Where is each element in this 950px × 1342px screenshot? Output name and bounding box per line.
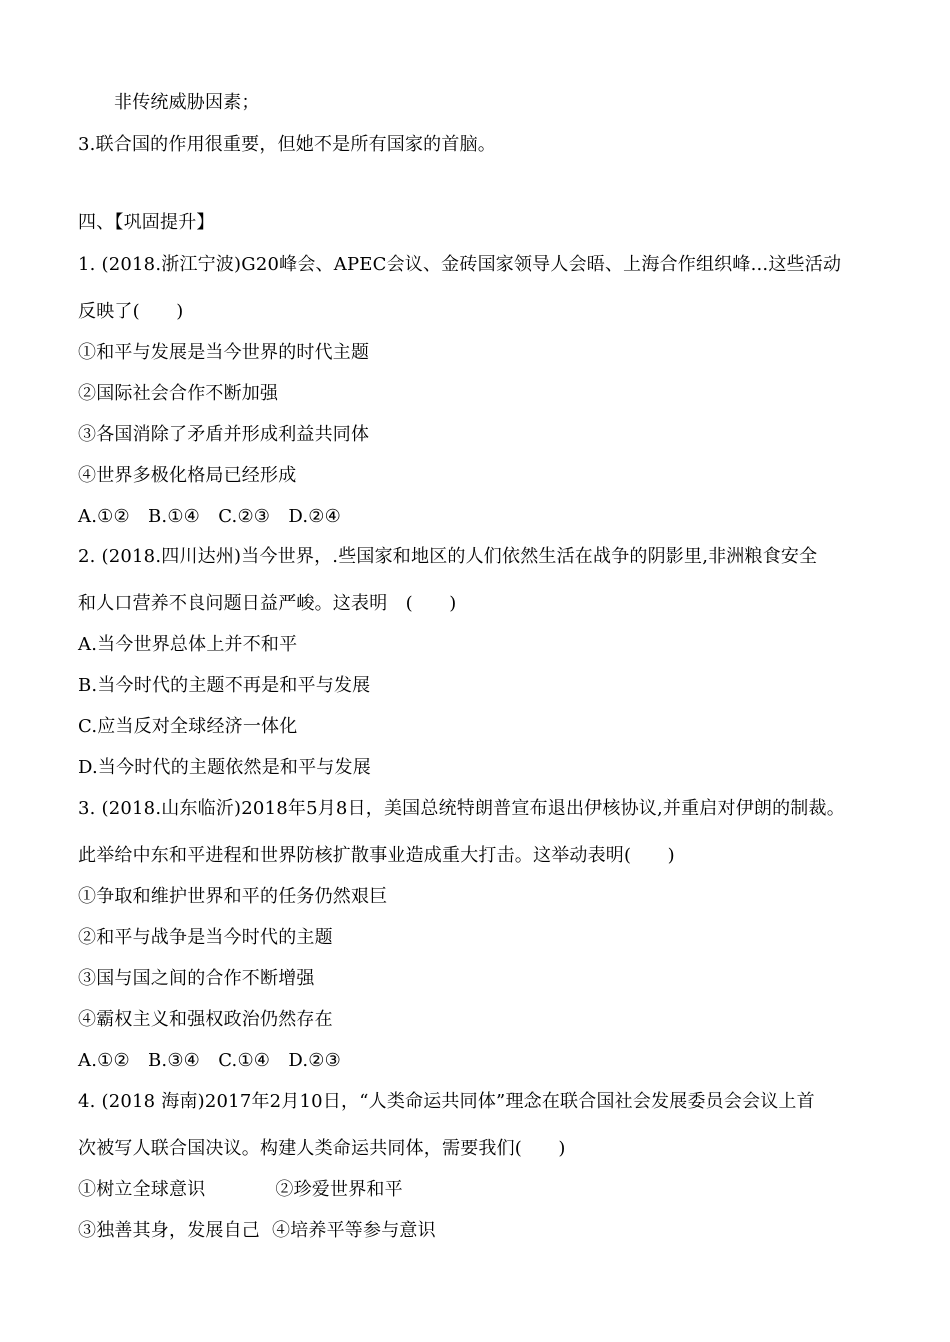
q1-stem-line-1: 1. (2018.浙江宁波)G20峰会、APEC会议、金砖国家领导人会晤、上海合作组织峰...这些活动 xyxy=(78,254,842,275)
q4-option-3: ③独善其身，发展自己 xyxy=(78,1220,260,1241)
q2-option-a: A.当今世界总体上并不和平 xyxy=(78,634,298,655)
q1-option-2: ②国际社会合作不断加强 xyxy=(78,383,279,404)
section-heading: 四、【巩固提升】 xyxy=(78,212,215,233)
q2-stem-line-2: 和人口营养不良问题日益严峻。这表明 ( ) xyxy=(78,593,457,614)
q2-option-c: C.应当反对全球经济一体化 xyxy=(78,716,298,737)
q3-stem-line-1: 3. (2018.山东临沂)2018年5月8日，美国总统特朗普宣布退出伊核协议,并重启对伊朗的制裁。 xyxy=(78,798,845,819)
q4-stem-line-2: 次被写人联合国决议。构建人类命运共同体，需要我们( ) xyxy=(78,1138,566,1159)
q2-option-d: D.当今时代的主题依然是和平与发展 xyxy=(78,757,371,778)
q4-option-4: ④培养平等参与意识 xyxy=(272,1220,436,1241)
q2-option-b: B.当今时代的主题不再是和平与发展 xyxy=(78,675,371,696)
q3-option-4: ④霸权主义和强权政治仍然存在 xyxy=(78,1009,333,1030)
q1-answer-choices: A.①② B.①④ C.②③ D.②④ xyxy=(78,506,341,527)
q1-stem-line-2: 反映了( ) xyxy=(78,301,184,322)
q3-answer-choices: A.①② B.③④ C.①④ D.②③ xyxy=(78,1050,341,1071)
q4-options-row-1 xyxy=(78,1178,403,1202)
q1-option-4: ④世界多极化格局已经形成 xyxy=(78,465,297,486)
q4-options-row-2 xyxy=(78,1219,436,1243)
q3-stem-line-2: 此举给中东和平进程和世界防核扩散事业造成重大打击。这举动表明( ) xyxy=(78,845,675,866)
q4-option-2: ②珍爱世界和平 xyxy=(275,1179,403,1200)
q3-option-1: ①争取和维护世界和平的任务仍然艰巨 xyxy=(78,886,388,907)
continuation-line-1: 非传统威胁因素； xyxy=(114,92,260,113)
q3-option-2: ②和平与战争是当今时代的主题 xyxy=(78,927,333,948)
q4-stem-line-1: 4. (2018 海南)2017年2月10日，“人类命运共同体”理念在联合国社会发展委员会会议上首 xyxy=(78,1091,815,1112)
q3-option-3: ③国与国之间的合作不断增强 xyxy=(78,968,315,989)
q4-option-1: ①树立全球意识 xyxy=(78,1179,206,1200)
q1-option-1: ①和平与发展是当今世界的时代主题 xyxy=(78,342,370,363)
continuation-line-2: 3.联合国的作用很重要，但她不是所有国家的首脑。 xyxy=(78,134,496,155)
q1-option-3: ③各国消除了矛盾并形成利益共同体 xyxy=(78,424,370,445)
q2-stem-line-1: 2. (2018.四川达州)当今世界，.些国家和地区的人们依然生活在战争的阴影里,非洲粮食安全 xyxy=(78,546,818,567)
